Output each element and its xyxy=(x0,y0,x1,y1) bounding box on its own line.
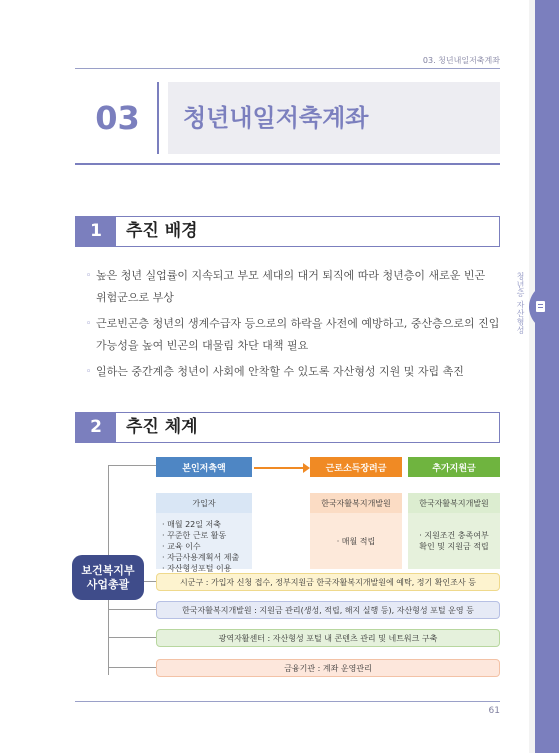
section-number: 2 xyxy=(76,413,116,442)
list-item: · 교육 이수 xyxy=(162,542,201,551)
sub-agency: 한국자활복지개발원 xyxy=(310,493,402,513)
role-row-district: 시군구 : 가입자 신청 접수, 정부지원금 한국자활복지개발원에 예탁, 정기 확인조사 등 xyxy=(156,573,500,591)
list-item: · 자산형성포털 이용 xyxy=(162,564,232,573)
header-rule xyxy=(75,68,500,69)
header-additional-support: 추가지원금 xyxy=(408,457,500,477)
footer-rule xyxy=(75,701,500,702)
connector-line xyxy=(108,465,156,466)
chapter-divider xyxy=(157,82,159,154)
bullet-mark-icon: ◦ xyxy=(86,271,92,281)
bullet-line: 일하는 중간계층 청년이 사회에 안착할 수 있도록 자산형성 지원 및 자립 촉진 xyxy=(96,365,464,378)
header-incentive: 근로소득장려금 xyxy=(310,457,402,477)
list-item: · 매월 22일 저축 xyxy=(162,520,221,529)
support-detail-line: · 지원조건 충족여부 xyxy=(419,531,489,540)
sub-agency: 한국자활복지개발원 xyxy=(408,493,500,513)
page-number: 61 xyxy=(488,706,500,716)
support-detail-line: 확인 및 지원금 적립 xyxy=(419,542,489,551)
bullet-mark-icon: ◦ xyxy=(86,367,92,377)
hq-line: 사업총괄 xyxy=(86,577,130,591)
bullet-item xyxy=(86,313,506,357)
bullet-line: 위험군으로 부상 xyxy=(96,291,174,304)
ministry-hq-box xyxy=(72,555,144,600)
role-row-agency: 한국자활복지개발원 : 지원금 관리(생성, 적립, 해지 실행 등), 자산형성 포털 운영 등 xyxy=(156,601,500,619)
list-item: · 꾸준한 근로 활동 xyxy=(162,531,227,540)
chapter-rule xyxy=(75,163,500,165)
sub-subscriber: 가입자 xyxy=(156,493,252,513)
section-title: 추진 체계 xyxy=(126,417,198,437)
arrow-icon xyxy=(254,467,304,469)
connector-line xyxy=(108,667,156,668)
connector-line xyxy=(108,637,156,638)
bullet-mark-icon: ◦ xyxy=(86,319,92,329)
section-heading-1 xyxy=(75,216,500,247)
list-item: · 자금사용계획서 제출 xyxy=(162,553,240,562)
bullet-item xyxy=(86,361,506,383)
document-icon xyxy=(536,301,545,312)
support-detail xyxy=(408,513,500,569)
bullet-item xyxy=(86,265,506,309)
bullet-line: 가능성을 높여 빈곤의 대물림 차단 대책 필요 xyxy=(96,339,309,352)
connector-line xyxy=(108,609,156,610)
bullet-line: 근로빈곤층 청년의 생계수급자 등으로의 하락을 사전에 예방하고, 중산층으로의 진입 xyxy=(96,317,500,330)
section-title: 추진 배경 xyxy=(126,221,198,241)
role-row-bank: 금융기관 : 계좌 운영관리 xyxy=(156,659,500,677)
section-heading-2 xyxy=(75,412,500,443)
side-tab-label: 청년층 자산형성 xyxy=(516,272,525,335)
bullet-line: 높은 청년 실업률이 지속되고 부모 세대의 대거 퇴직에 따라 청년층이 새로운 빈곤 xyxy=(96,269,486,282)
header-own-savings: 본인저축액 xyxy=(156,457,252,477)
section-number: 1 xyxy=(76,217,116,246)
organization-diagram xyxy=(72,455,502,685)
chapter-title: 청년내일저축계좌 xyxy=(183,104,369,132)
hq-line: 보건복지부 xyxy=(81,563,135,577)
incentive-detail: · 매월 적립 xyxy=(310,513,402,569)
role-row-center: 광역자활센터 : 자산형성 포털 내 콘텐츠 관리 및 네트워크 구축 xyxy=(156,629,500,647)
chapter-number: 03 xyxy=(95,99,140,137)
side-accent-bar xyxy=(535,0,559,753)
running-head: 03. 청년내일저축계좌 xyxy=(422,56,500,65)
subscriber-duties xyxy=(156,513,252,573)
